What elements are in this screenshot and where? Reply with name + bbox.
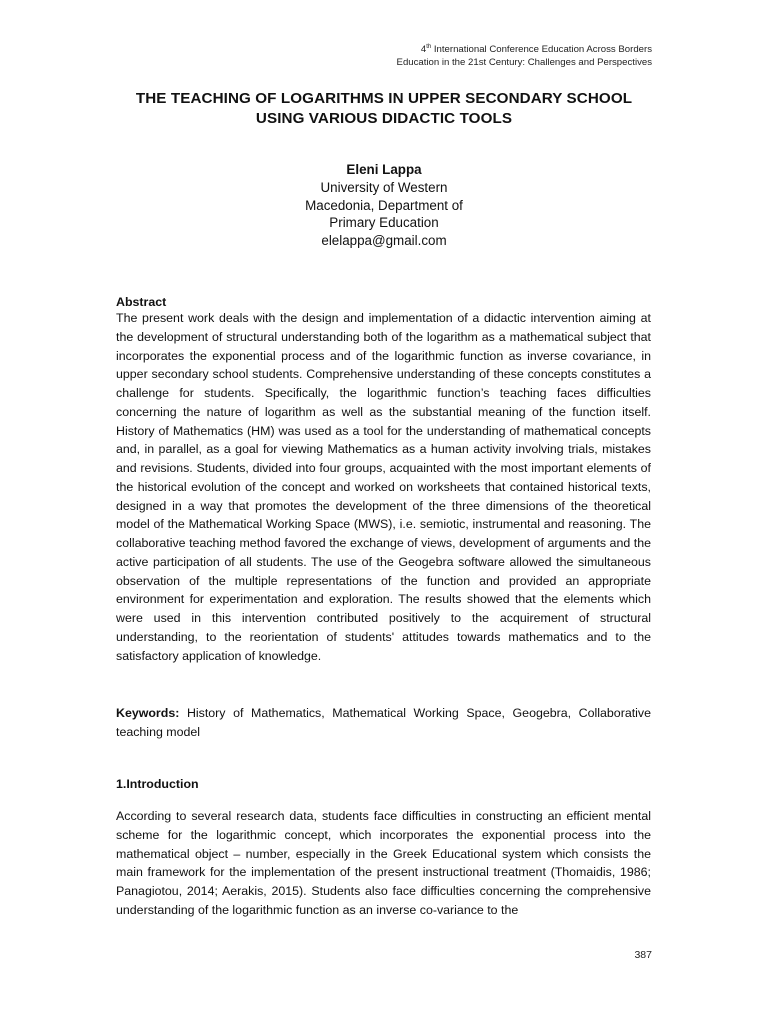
header-conference-name: International Conference Education Across Borders (431, 44, 652, 55)
keywords (116, 704, 651, 742)
author-affiliation-line-1: University of Western (320, 179, 448, 195)
header-conference-line (397, 43, 652, 56)
page-number: 387 (634, 949, 652, 961)
introduction-heading: 1.Introduction (116, 777, 199, 791)
paper-title: THE TEACHING OF LOGARITHMS IN UPPER SECONDARY SCHOOL USING VARIOUS DIDACTIC TOOLS (135, 90, 633, 127)
header-ordinal: 4 (420, 44, 427, 55)
author-email: elelappa@gmail.com (321, 233, 447, 249)
author-affiliation-line-3: Primary Education (329, 215, 439, 231)
running-header (397, 43, 652, 69)
header-theme-line: Education in the 21st Century: Challenges and Perspectives (396, 57, 652, 68)
introduction-text: According to several research data, students face difficulties in constructing an efficient mental scheme for the logarithmic concept, which incorporates the exponential process into the mathematical object – number, especially in the Greek Educational system which consists the main framework for the implementation of the present instructional treatment (Thomaidis, 1986; Panagiotou, 2014; Aerakis, 2015). Students also face difficulties concerning the comprehensive understanding of the logarithmic function as an inverse co-variance to the (116, 809, 651, 917)
abstract-heading: Abstract (116, 295, 167, 309)
abstract-text: The present work deals with the design and implementation of a didactic intervention aiming at the development of structural understanding both of the logarithm as a mathematical subject that incorporates the exponential process and of the logarithmic function as inverse covariance, in upper secondary school students. Comprehensive understanding of these concepts constitutes a challenge for students. Specifically, the logarithmic function’s teaching faces difficulties concerning the nature of logarithm as well as the substantial meaning of the function itself. History of Mathematics (HM) was used as a tool for the understanding of mathematical concepts and, in parallel, as a goal for viewing Mathematics as a human activity involving trials, mistakes and revisions. Students, divided into four groups, acquainted with the most important elements of the historical evolution of the concept and worked on worksheets that contained historical texts, designed in a way that promotes the development of the three dimensions of the theoretical model of the Mathematical Working Space (MWS), i.e. semiotic, instrumental and reasoning. The collaborative teaching method favored the exchange of views, development of arguments and the active participation of all students. The use of the Geogebra software allowed the simultaneous observation of the multiple representations of the function and provided an appropriate environment for experimentation and exploration. The results showed that the elements which were used in this intervention contributed positively to the acquirement of structural understanding, to the reorientation of students' attitudes towards mathematics and to the satisfactory application of knowledge. (116, 311, 651, 663)
author-name: Eleni Lappa (346, 162, 422, 177)
keywords-text: History of Mathematics, Mathematical Working Space, Geogebra, Collaborative teaching model (116, 706, 651, 739)
keywords-label: Keywords: (116, 706, 180, 720)
author-block (234, 161, 534, 250)
author-affiliation-line-2: Macedonia, Department of (305, 197, 463, 213)
header-ordinal-suffix: th (426, 43, 432, 50)
